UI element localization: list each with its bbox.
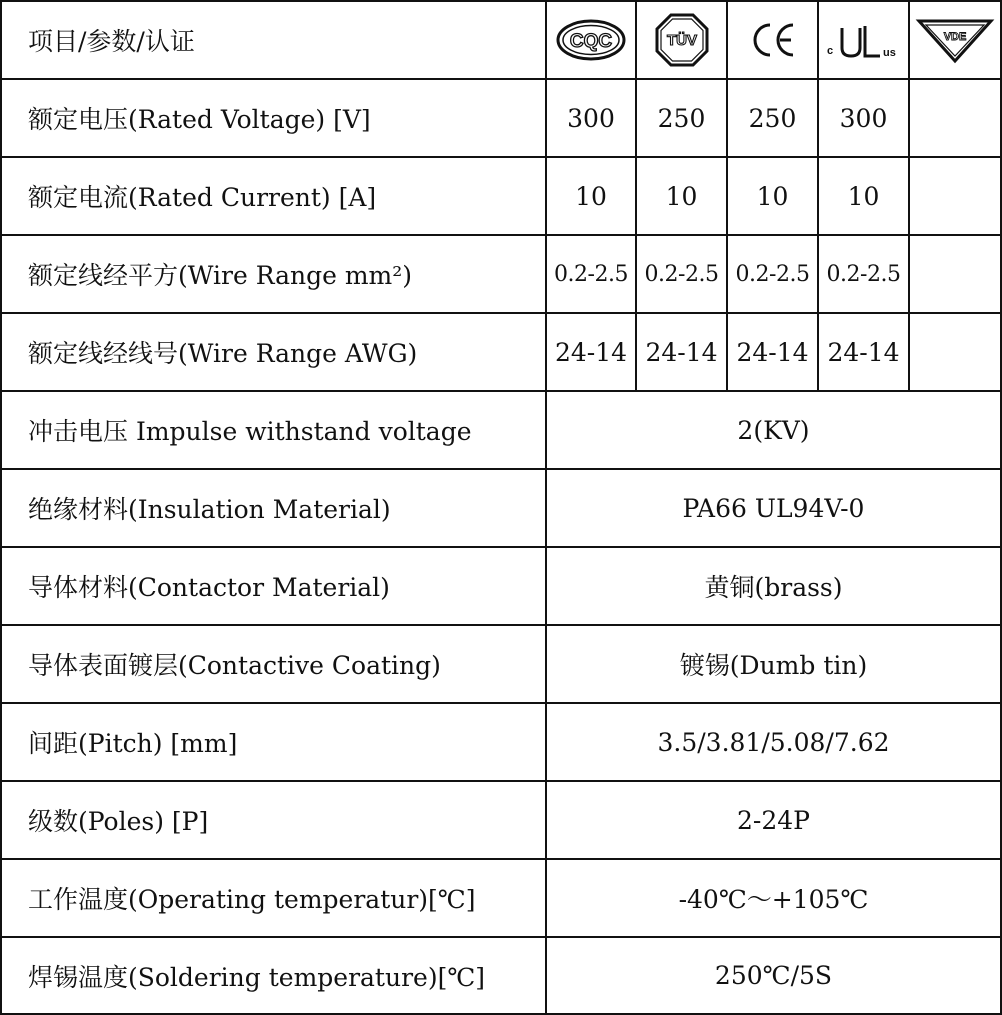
- cell-value: 10: [727, 157, 818, 235]
- cell-value: [909, 79, 1001, 157]
- cell-value: 250: [636, 79, 727, 157]
- row-label: 工作温度(Operating temperatur)[℃]: [1, 859, 546, 937]
- cell-value: 250: [727, 79, 818, 157]
- row-label: 级数(Poles) [P]: [1, 781, 546, 859]
- cell-value: 黄铜(brass): [546, 547, 1001, 625]
- row-label: 导体表面镀层(Contactive Coating): [1, 625, 546, 703]
- cell-value: [909, 157, 1001, 235]
- cell-value: 0.2-2.5: [727, 235, 818, 313]
- cell-value: 0.2-2.5: [546, 235, 636, 313]
- table-row: [1, 391, 1001, 469]
- cell-value: 3.5/3.81/5.08/7.62: [546, 703, 1001, 781]
- table-row: [1, 859, 1001, 937]
- row-label: 间距(Pitch) [mm]: [1, 703, 546, 781]
- table-row: [1, 625, 1001, 703]
- row-label: 冲击电压 Impulse withstand voltage: [1, 391, 546, 469]
- cell-value: 250℃/5S: [546, 937, 1001, 1014]
- cell-value: 300: [546, 79, 636, 157]
- table-row: [1, 235, 1001, 313]
- cell-value: 24-14: [636, 313, 727, 391]
- table-row: [1, 313, 1001, 391]
- row-label: 绝缘材料(Insulation Material): [1, 469, 546, 547]
- table-row: [1, 781, 1001, 859]
- cell-value: [909, 313, 1001, 391]
- svg-text:CQC: CQC: [569, 31, 613, 52]
- cell-value: 0.2-2.5: [636, 235, 727, 313]
- cell-value: 300: [818, 79, 909, 157]
- row-label: 额定电压(Rated Voltage) [V]: [1, 79, 546, 157]
- cell-value: 10: [818, 157, 909, 235]
- svg-text:c: c: [826, 45, 833, 57]
- table-row: [1, 703, 1001, 781]
- cell-value: 镀锡(Dumb tin): [546, 625, 1001, 703]
- cell-value: 24-14: [727, 313, 818, 391]
- cell-value: 10: [636, 157, 727, 235]
- row-label: 额定线经线号(Wire Range AWG): [1, 313, 546, 391]
- row-label: 导体材料(Contactor Material): [1, 547, 546, 625]
- header-row: [1, 1, 1001, 79]
- header-label: 项目/参数/认证: [1, 1, 546, 79]
- cqc-logo: [546, 1, 636, 79]
- cell-value: 2(KV): [546, 391, 1001, 469]
- cell-value: PA66 UL94V-0: [546, 469, 1001, 547]
- tuv-logo: [636, 1, 727, 79]
- cul-us-logo: [818, 1, 909, 79]
- table-row: [1, 469, 1001, 547]
- table-row: [1, 547, 1001, 625]
- svg-text:cULus: cULus: [861, 61, 866, 62]
- cell-value: [909, 235, 1001, 313]
- svg-text:CE: CE: [771, 62, 774, 63]
- row-label: 额定线经平方(Wire Range mm²): [1, 235, 546, 313]
- row-label: 焊锡温度(Soldering temperature)[℃]: [1, 937, 546, 1014]
- svg-text:us: us: [882, 47, 896, 59]
- vde-logo: [909, 1, 1001, 79]
- table-row: [1, 157, 1001, 235]
- cell-value: 2-24P: [546, 781, 1001, 859]
- cell-value: 24-14: [546, 313, 636, 391]
- ce-logo: [727, 1, 818, 79]
- table-row: [1, 937, 1001, 1014]
- svg-text:TÜV: TÜV: [666, 32, 697, 49]
- cell-value: 0.2-2.5: [818, 235, 909, 313]
- table-row: [1, 79, 1001, 157]
- cell-value: -40℃～+105℃: [546, 859, 1001, 937]
- row-label: 额定电流(Rated Current) [A]: [1, 157, 546, 235]
- svg-text:VDE: VDE: [943, 31, 967, 43]
- cell-value: 10: [546, 157, 636, 235]
- cell-value: 24-14: [818, 313, 909, 391]
